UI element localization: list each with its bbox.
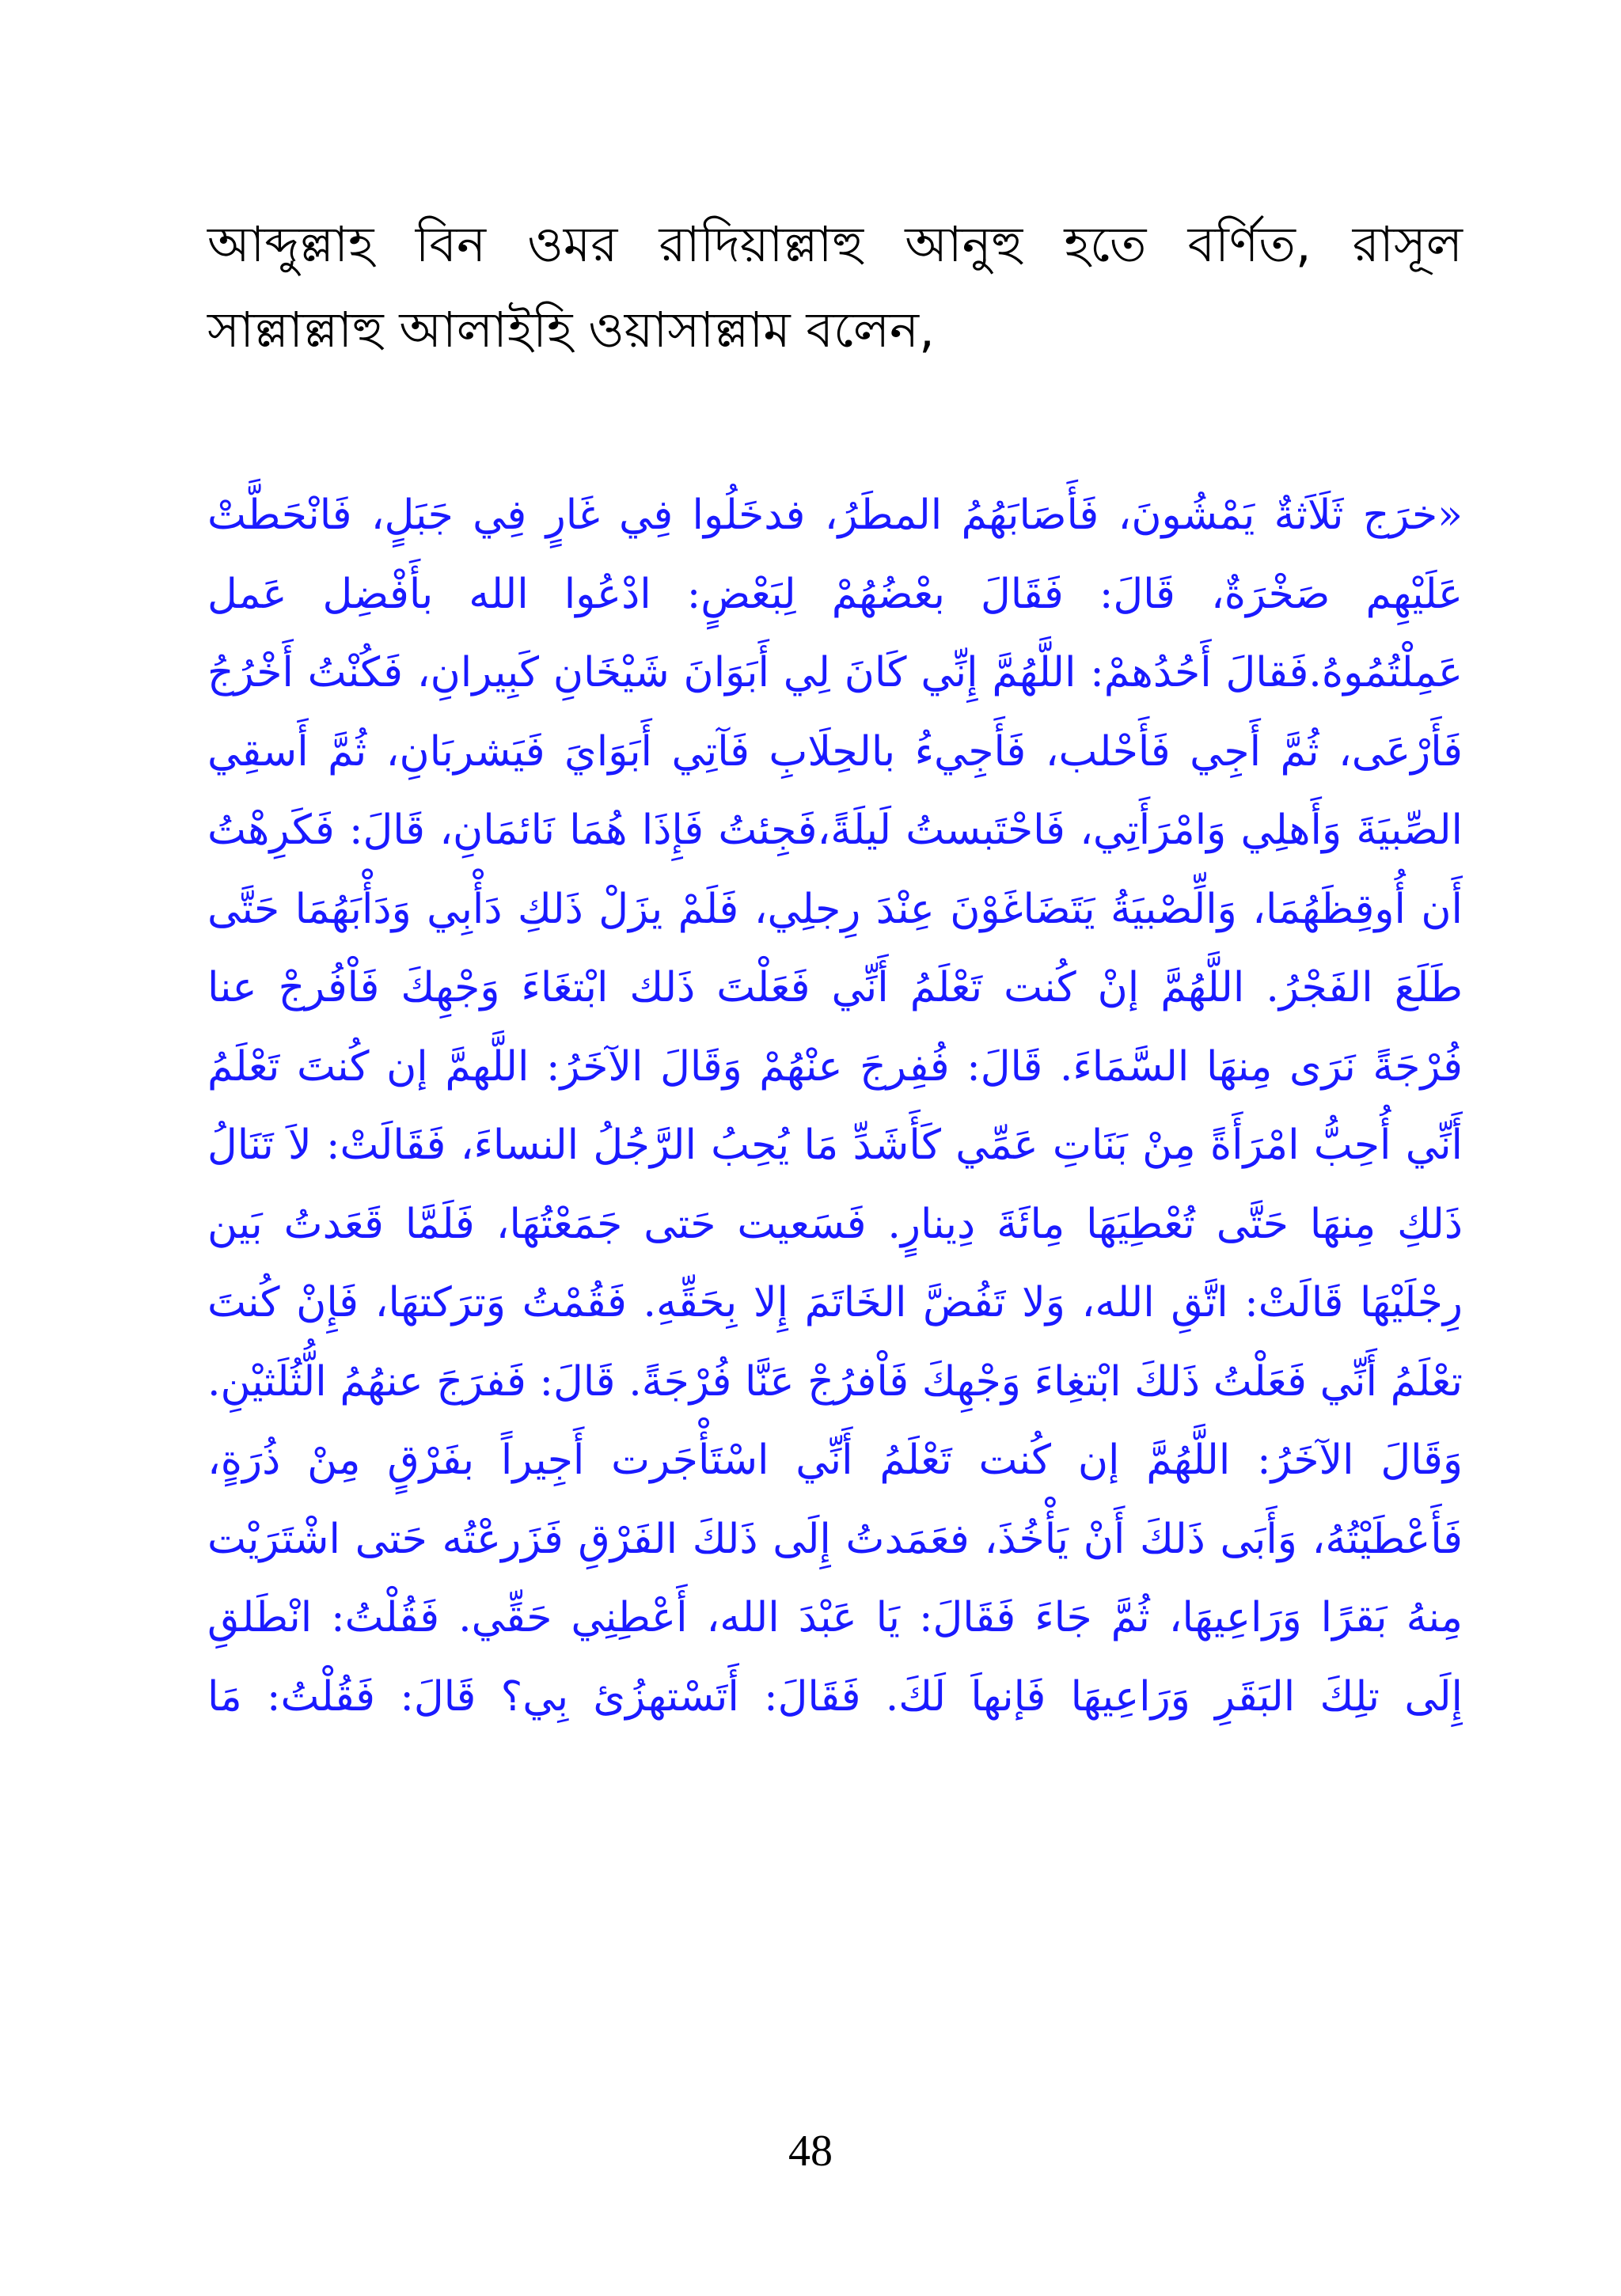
page-number: 48 [788,2127,833,2176]
arabic-hadith-paragraph: «خرَج ثَلَاَثةٌ يَمْشُونَ، فَأَصَابَهُمُ المطَرُ، فدخَلُوا فِي غَارٍ فِي جَبَلٍ، فَانْحَطَّتْ عَلَيْهِم صَخْرَةٌ، قَالَ: فَقَالَ بعْضُهُمْ لِبَعْضٍ: ادْعُوا الله بأَفْضِل عَمل عَمِلْتُمُوهُ.فَقالَ أَحُدُهمْ: اللَّهُمَّ إِنِّي كَانَ لِي أَبَوَانَ شَيْخَانِ كَبِيرانِ، فَكُنْتُ أَخْرُجُ فَأَرْعَى، ثُمَّ أَجِي فَأَحْلب، فَأَجِيءُ بالحِلَابِ فَآتِي أَبَوَايَ فَيَشربَانِ، ثُمَّ أَسقِي الصِّبيَةَ وَأَهلِي وَامْرَأَتِي، فَاحْتَبستُ لَيلَةً،فَجِئتُ فَإِذَا هُمَا نَائمَانِ، قَالَ: فَكَرِهْتُ أَن أُوقِظَهُمَا، وَالِّصْبيَةُ يَتَضَاغَوْنَ عِنْدَ رِجلِي، فَلَمْ يزَلْ ذَلكِ دَأْبِي وَدَأْبَهُمَا حَتَّى طَلَعَ الفَجْرُ. اللَّهُمَّ إنْ كُنت تَعْلَمُ أَنِّي فَعَلْتَ ذَلك ابْتغَاءَ وَجْهِكَ فَاْفُرجْ عنا فُرْجَةً نَرَى مِنهَا السَّمَاءَ. قَالَ: فُفِرجَ عنْهُمْ وَقَالَ الآخَرُ: اللَّهمَّ إن كُنتَ تَعْلَمُ أَنِّي أُحِبُّ امْرَأَةً مِنْ بَنَاتِ عَمِّي كَأَشَدِّ مَا يُحِبُ الرَّجُلُ النساءَ، فَقَالَتْ: لاَ تَنَالُ ذَلكِ مِنهَا حَتَّى تُعْطِيَهَا مِائَةَ دِينارٍ. فَسَعيت حَتى جَمَعْتُهَا، فَلَمَّا قَعَدتُ بَين رِجْلَيْهَا قَالَتْ: اتَّقِ الله، وَلا تَفُضَّ الخَاتَمَ إِلا بِحَقِّهِ. فَقُمْتُ وَترَكتهَا، فَإِنْ كُنتَ تعْلَمُ أَنِّي فَعَلْتُ ذَلكَ ابْتغِاءَ وَجْهِكَ فَاْفرُجْ عَنَّا فُرْجَةً. قَالَ: فَفرَجَ عنهُمُ الُّثُلَثيْنِ. وَقَالَ الآخَرُ: اللَّهُمَّ إن كُنت تَعْلَمُ أَنِّي اسْتَأْجَرت أَجِيراً بفَرْقٍ مِنْ ذُرَةٍ، فَأَعْطَيْتُهُ، وَأَبَى ذَلكَ أَنْ يَأْخُذَ، فعَمَدتُ إِلَى ذَلكَ الفَرْقِ فَزَرعْتُه حَتى اشْتَرَيْت مِنهُ بَقرًا وَرَاعِيهَا، ثُمَّ جَاءَ فَقَالَ: يَا عَبْدَ الله، أَعْطِنِي حَقِّي. فَقُلْتُ: انْطَلقِ إِلَى تلِكَ البَقَرِ وَرَاعِيهَا فَإنهاَ لَكَ. فَقَالَ: أَتَسْتهزُئ بِي؟ قَالَ: فَقُلْتُ: مَا [207,491,1463,1721]
bengali-intro-paragraph: আব্দুল্লাহ বিন ওমর রাদিয়াল্লাহু আনুহু হতে বর্ণিত, রাসূল সাল্লাল্লাহু আলাইহি ওয়াসাল্লাম বলেন, [207,215,1463,359]
